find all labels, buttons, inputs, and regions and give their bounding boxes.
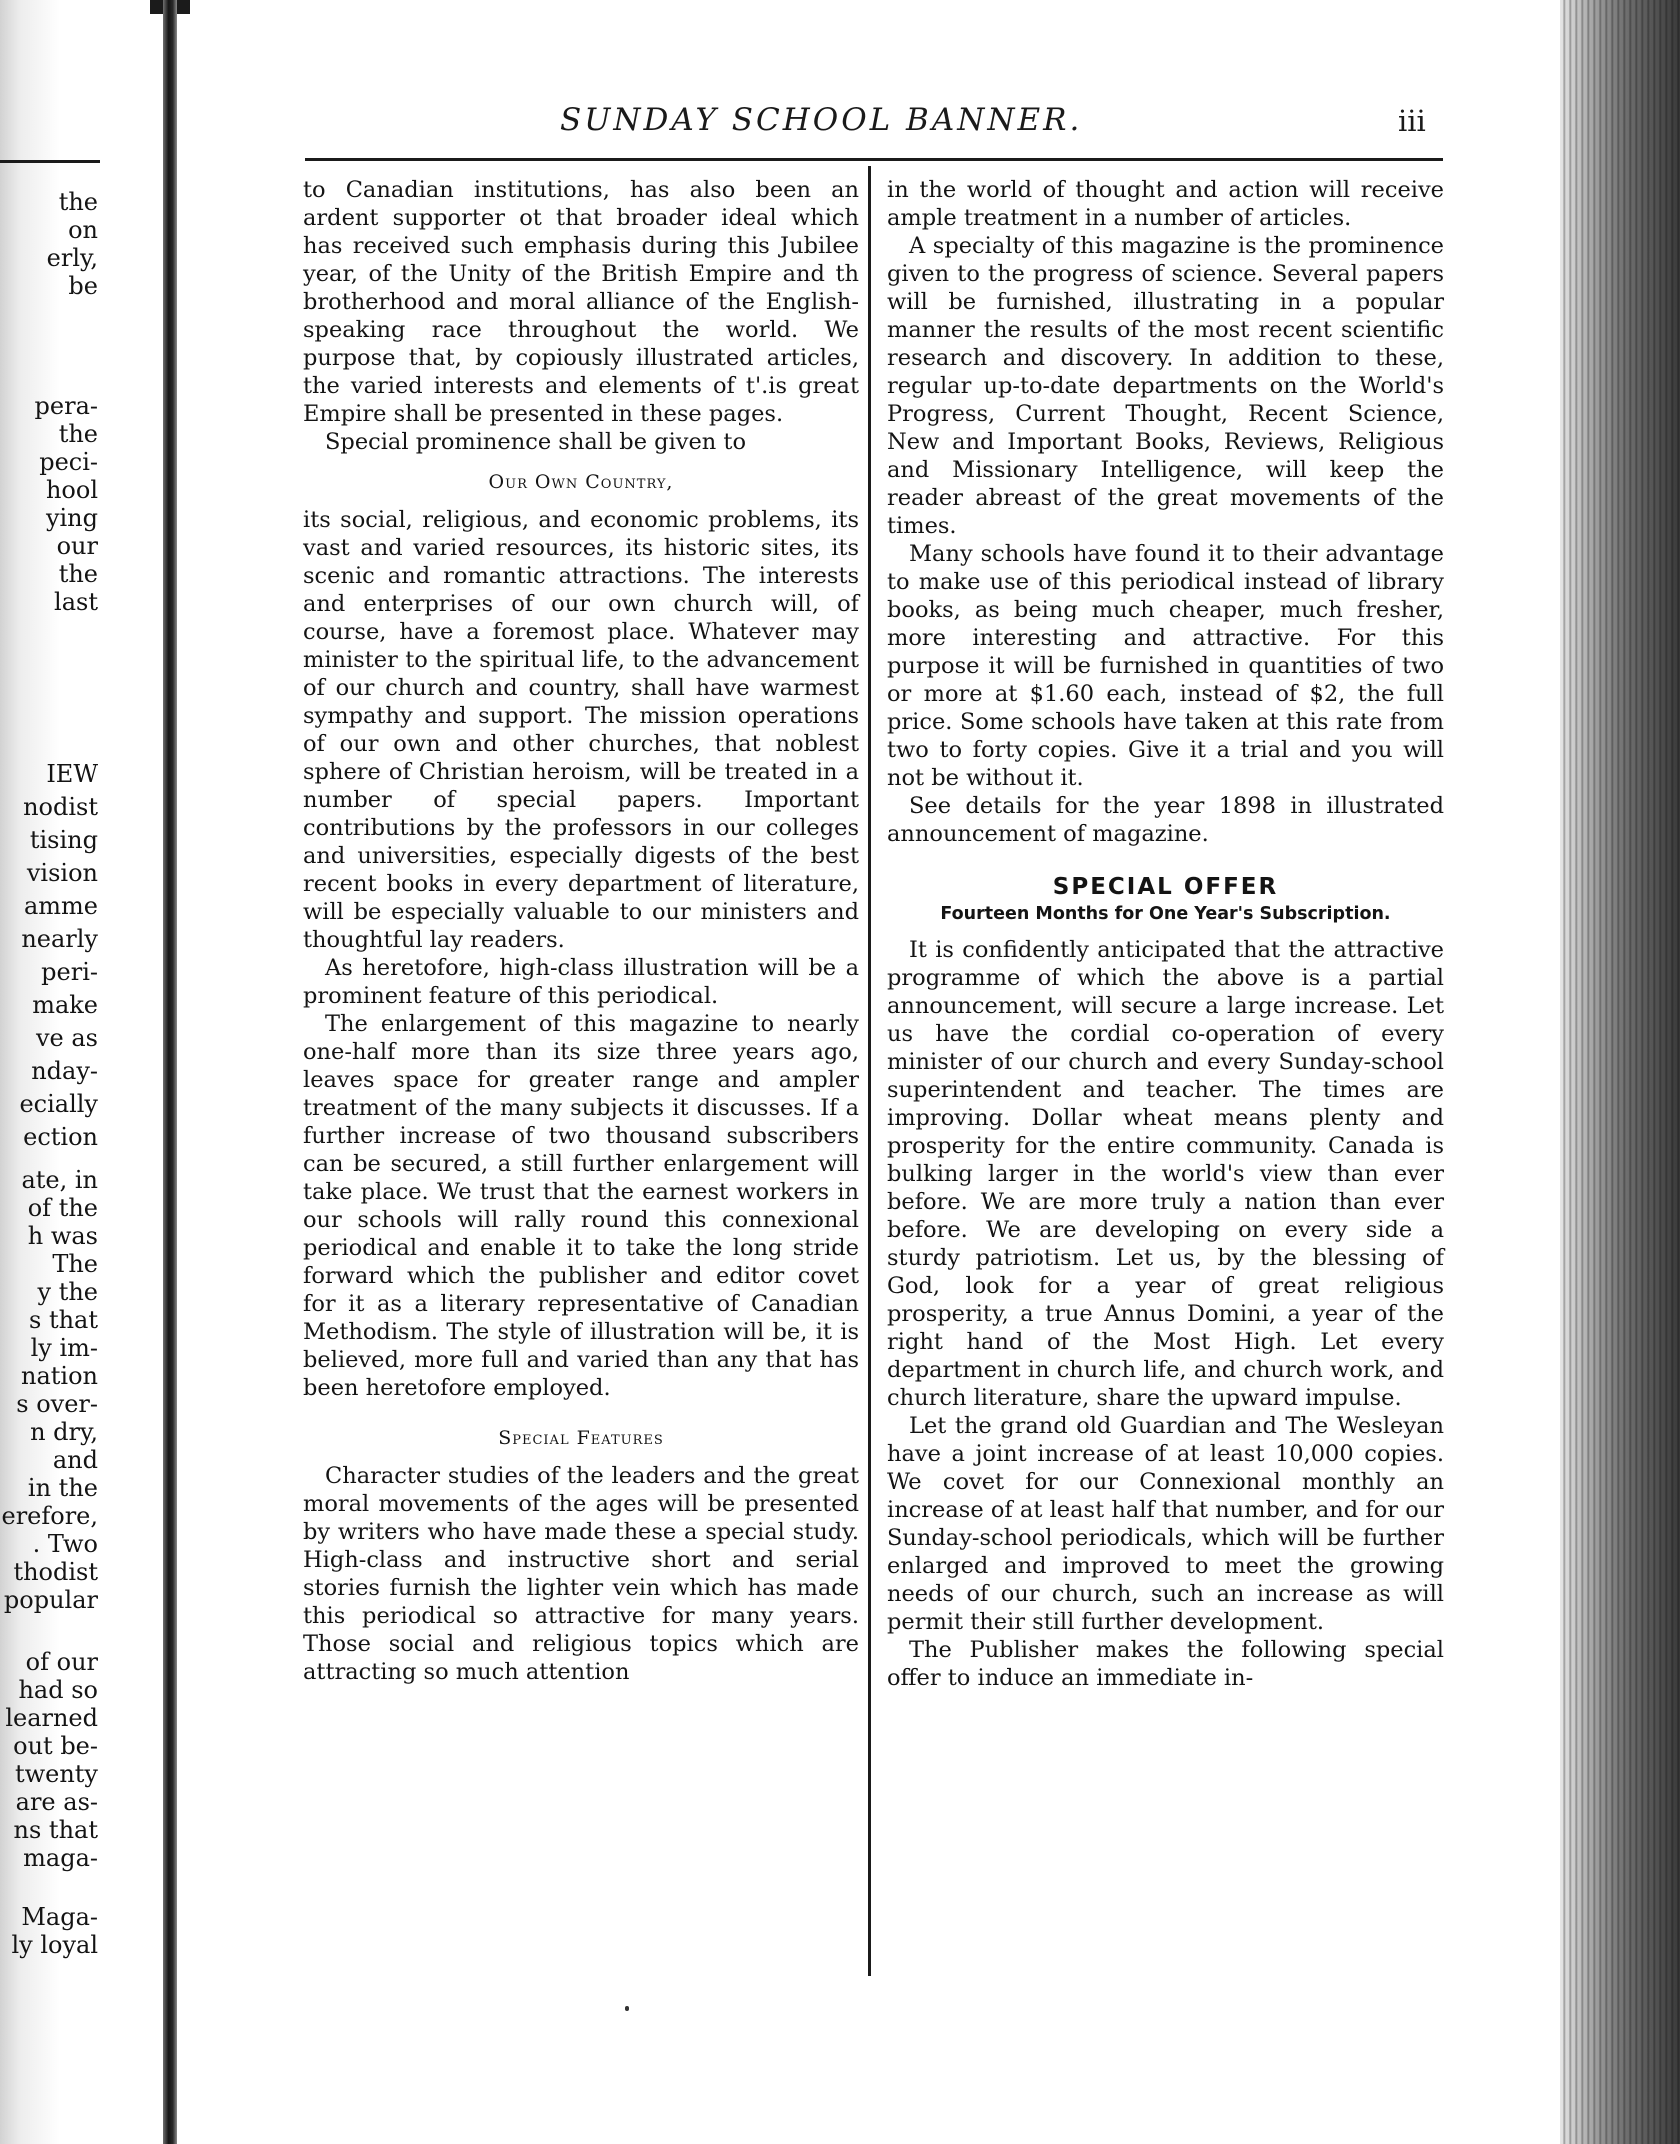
section-heading-special-features: Special Features bbox=[498, 1427, 664, 1449]
paragraph: The Publisher makes the following special offer to induce an immediate in- bbox=[887, 1637, 1444, 1691]
facing-page-line: ly loyal bbox=[11, 1931, 98, 1959]
paragraph: A specialty of this magazine is the prominence given to the progress of science. Several papers will be furnished, illustrating in a popular manner the results of the most recent scientific research and discovery. In addition to these, regular up-to-date departments on the World's Progress, Current Thought, Recent Science, New and Important Books, Reviews, Religious and Missionary Intelligence, will keep the reader abreast of the great movements of the times. bbox=[887, 233, 1444, 539]
paragraph: Character studies of the leaders and the great moral movements of the ages will be presented by writers who have made these a special study. High-class and instructive short and serial stories furnish the lighter vein which has made this periodical so attractive for many years. Those social and religious topics which are attracting so much attention bbox=[303, 1463, 859, 1685]
facing-page-line: out be- bbox=[13, 1732, 98, 1760]
special-offer-heading: SPECIAL OFFER bbox=[1052, 874, 1279, 900]
facing-page-line: nation bbox=[21, 1362, 98, 1390]
facing-page-line: ection bbox=[23, 1123, 98, 1151]
facing-page-line: ve as bbox=[35, 1024, 98, 1052]
left-column bbox=[303, 176, 859, 1686]
facing-page-line: erefore, bbox=[1, 1502, 98, 1530]
facing-page-line: ns that bbox=[13, 1816, 98, 1844]
paragraph: its social, religious, and economic problems, its vast and varied resources, its historic sites, its scenic and romantic attractions. The interests and enterprises of our own church will, of course, have a foremost place. Whatever may minister to the spiritual life, to the advancement of our church and country, shall have warmest sympathy and support. The mission operations of our own and other churches, that noblest sphere of Christian heroism, will be treated in a number of special papers. Important contributions by the professors in our colleges and universities, especially digests of the best recent books in every department of literature, will be especially valuable to our ministers and thoughtful lay readers. bbox=[303, 507, 859, 953]
facing-page-line: the bbox=[58, 560, 98, 588]
facing-page-line: learned bbox=[5, 1704, 98, 1732]
facing-page-line: the bbox=[58, 420, 98, 448]
facing-page-line: and bbox=[52, 1446, 98, 1474]
paragraph: Many schools have found it to their advantage to make use of this periodical instead of library books, as being much cheaper, much fresher, more interesting and attractive. For this purpose it will be furnished in quantities of two or more at $1.60 each, instead of $2, the full price. Some schools have taken at this rate from two to forty copies. Give it a trial and you will not be without it. bbox=[887, 541, 1444, 791]
facing-page-line: peri- bbox=[41, 958, 98, 986]
section-heading-our-own-country: Our Own Country, bbox=[488, 471, 674, 493]
page-edges bbox=[1560, 0, 1680, 2144]
facing-page-line: peci- bbox=[39, 448, 98, 476]
facing-page-line: IEW bbox=[46, 760, 98, 788]
facing-page-line: ying bbox=[45, 504, 98, 532]
facing-page-line: on bbox=[68, 216, 98, 244]
facing-page-line: had so bbox=[18, 1676, 98, 1704]
facing-page-line: last bbox=[54, 588, 98, 616]
facing-page-line: ate, in bbox=[21, 1166, 98, 1194]
paragraph: Let the grand old Guardian and The Wesleyan have a joint increase of at least 10,000 copies. We covet for our Connexional monthly an increase of at least half that number, and for our Sunday-school periodicals, which will be further enlarged and improved to meet the growing needs of our church, such an increase as will permit their still further development. bbox=[887, 1413, 1444, 1635]
facing-page-line: twenty bbox=[14, 1760, 98, 1788]
facing-page-line: tising bbox=[29, 826, 98, 854]
facing-page-line: nday- bbox=[31, 1057, 98, 1085]
facing-page-line: . Two bbox=[32, 1530, 98, 1558]
facing-page-line: erly, bbox=[46, 244, 98, 272]
facing-page-line: Maga- bbox=[21, 1903, 98, 1931]
facing-page-line: nodist bbox=[23, 793, 98, 821]
facing-page-line: n dry, bbox=[30, 1418, 98, 1446]
paragraph: Special prominence shall be given to bbox=[325, 429, 747, 455]
paragraph: See details for the year 1898 in illustrated announcement of magazine. bbox=[887, 793, 1444, 847]
header-rule bbox=[305, 158, 1443, 161]
facing-page-line: The bbox=[52, 1250, 98, 1278]
facing-page-fragment bbox=[0, 0, 150, 2144]
paragraph: in the world of thought and action will receive ample treatment in a number of articles. bbox=[887, 177, 1444, 231]
facing-page-line: maga- bbox=[23, 1844, 98, 1872]
paragraph: As heretofore, high-class illustration will be a prominent feature of this periodical. bbox=[303, 955, 859, 1009]
facing-page-line: are as- bbox=[15, 1788, 98, 1816]
paragraph: It is confidently anticipated that the attractive programme of which the above is a partial announcement, will secure a large increase. Let us have the cordial co-operation of every minister of our church and every Sunday-school superintendent and teacher. The times are improving. Dollar wheat means plenty and prosperity for the entire community. Canada is bulking larger in the world's view than ever before. We are more truly a nation than ever before. We are developing on every side a sturdy patriotism. Let us, by the blessing of God, look for a year of great religious prosperity, a true Annus Domini, a year of the right hand of the Most High. Let every department in church life, and church work, and church literature, share the upward impulse. bbox=[887, 937, 1444, 1411]
facing-page-rule bbox=[0, 160, 100, 163]
facing-page-line: in the bbox=[27, 1474, 98, 1502]
facing-page-line: thodist bbox=[13, 1558, 98, 1586]
right-column bbox=[887, 176, 1444, 1692]
paragraph: The enlargement of this magazine to nearly one-half more than its size three years ago, leaves space for greater range and ampler treatment of the many subjects it discusses. If a further increase of two thousand subscribers can be secured, a still further enlargement will take place. We trust that the earnest workers in our schools will rally round this connexional periodical and enable it to take the long stride forward which the publisher and editor covet for it as a literary representative of Canadian Methodism. The style of illustration will be, it is believed, more full and varied than any that has been heretofore employed. bbox=[303, 1011, 859, 1401]
running-title: SUNDAY SCHOOL BANNER. bbox=[560, 102, 1083, 138]
facing-page-line: ly im- bbox=[30, 1334, 98, 1362]
facing-page-line: amme bbox=[23, 892, 98, 920]
facing-page-line: of the bbox=[27, 1194, 98, 1222]
facing-page-line: s that bbox=[29, 1306, 98, 1334]
facing-page-line: y the bbox=[37, 1278, 98, 1306]
facing-page-line: s over- bbox=[16, 1390, 98, 1418]
facing-page-line: ecially bbox=[19, 1090, 98, 1118]
facing-page-line: popular bbox=[3, 1586, 98, 1614]
facing-page-line: be bbox=[68, 272, 98, 300]
facing-page-line: nearly bbox=[21, 925, 98, 953]
facing-page-line: the bbox=[58, 188, 98, 216]
facing-page-line: vision bbox=[26, 859, 98, 887]
facing-page-line: our bbox=[56, 532, 98, 560]
column-divider bbox=[868, 166, 871, 1976]
book-gutter bbox=[163, 0, 177, 2144]
special-offer-subheading: Fourteen Months for One Year's Subscription. bbox=[940, 904, 1391, 924]
facing-page-line: hool bbox=[45, 476, 98, 504]
facing-page-line: of our bbox=[25, 1648, 98, 1676]
facing-page-line: pera- bbox=[34, 392, 98, 420]
facing-page-line: make bbox=[32, 991, 98, 1019]
facing-page-line: h was bbox=[27, 1222, 98, 1250]
page-number: iii bbox=[1398, 104, 1426, 138]
paragraph: to Canadian institutions, has also been an ardent supporter ot that broader ideal which has received such emphasis during this Jubilee year, of the Unity of the British Empire and th brotherhood and moral alliance of the English-speaking race throughout the world. We purpose that, by copiously illustrated articles, the varied interests and elements of t'.is great Empire shall be presented in these pages. bbox=[303, 177, 859, 427]
scan-speck bbox=[625, 2006, 629, 2011]
